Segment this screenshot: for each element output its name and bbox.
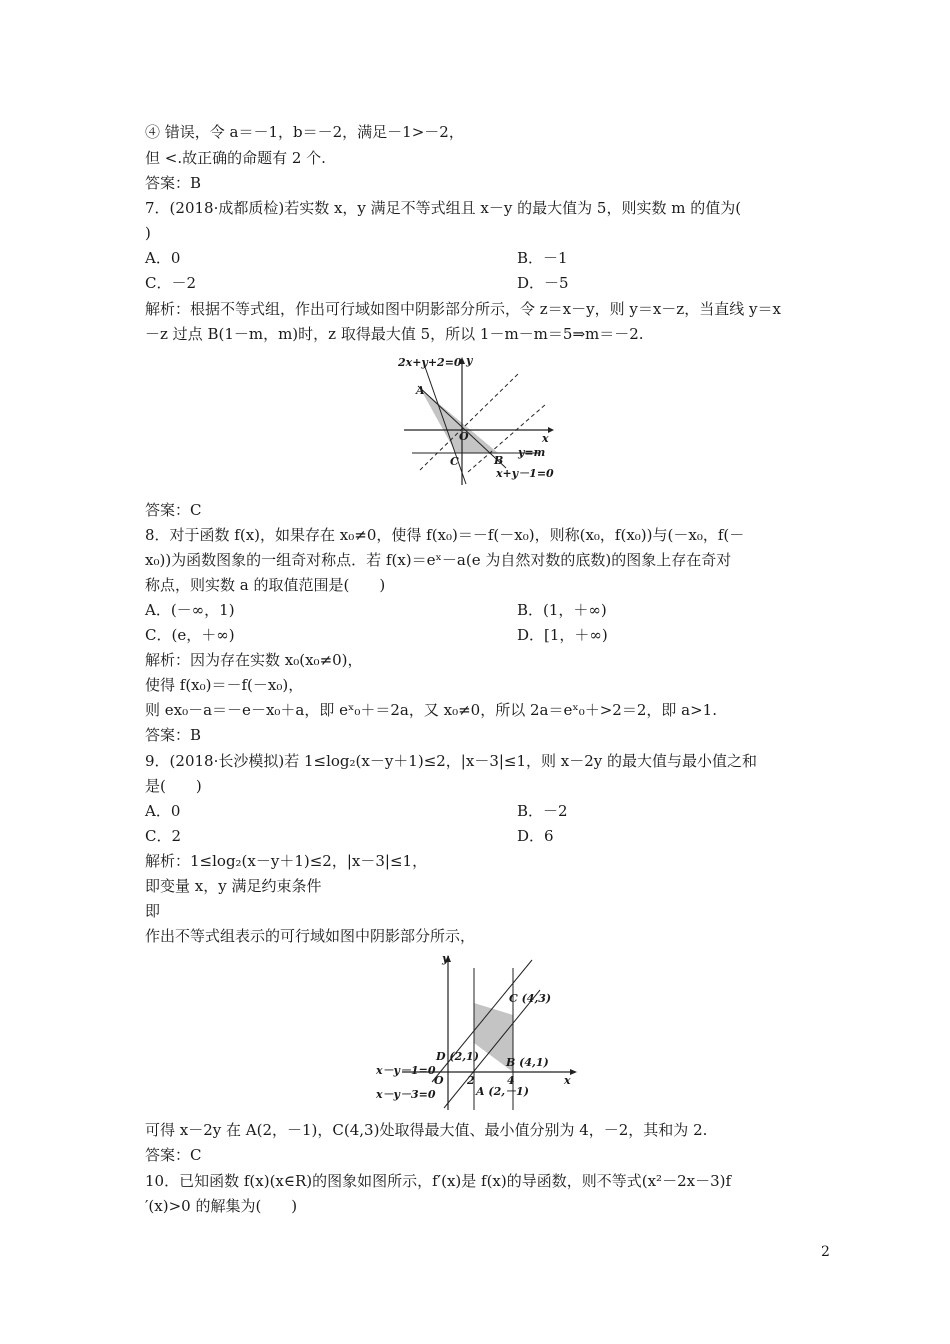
q7-option-a: A．0 (145, 249, 181, 267)
q9-solution: 可得 x－2y 在 A(2，－1)，C(4,3)处取得最大值、最小值分别为 4，－2，其和为 2. (145, 1121, 708, 1139)
q8-solution: 解析：因为存在实数 x₀(x₀≠0)， (145, 651, 363, 669)
q9-option-c: C．2 (145, 827, 182, 845)
q8-solution: 则 ex₀－a＝－e－x₀＋a，即 eˣ₀＋＝2a，又 x₀≠0，所以 2a＝eˣ₀＋>2＝2，即 a>1. (145, 701, 717, 719)
question-9-stem: 9．(2018·长沙模拟)若 1≤log₂(x－y＋1)≤2，|x－3|≤1，则 x－2y 的最大值与最小值之和 (145, 752, 758, 770)
question-10-stem: ′(x)>0 的解集为( ) (145, 1197, 298, 1215)
label-eq1: 2x+y+2=0 (398, 356, 462, 369)
answer-line: 答案：C (145, 501, 202, 519)
label-C: C (450, 455, 459, 468)
label-y: y (442, 952, 449, 965)
q7-option-d: D．－5 (517, 274, 569, 292)
label-B: B (494, 454, 504, 467)
feasible-region-figure-2 (372, 950, 582, 1112)
question-10-stem: 10．已知函数 f(x)(x∈R)的图象如图所示，f′(x)是 f(x)的导函数，则不等式(x²－2x－3)f (145, 1172, 732, 1190)
label-eq2: x+y－1=0 (496, 467, 554, 480)
label-O: O (459, 430, 469, 443)
label-A: A (416, 384, 425, 397)
label-y: y (466, 354, 473, 367)
text-line: ④ 错误，令 a＝－1，b＝－2，满足－1>－2， (145, 123, 464, 141)
question-8-stem: x₀))为函数图象的一组奇对称点．若 f(x)＝eˣ－a(e 为自然对数的底数)的图象上存在奇对 (145, 551, 732, 569)
q7-option-b: B．－1 (517, 249, 568, 267)
shaded-region (420, 388, 498, 453)
question-8-stem: 称点，则实数 a 的取值范围是( ) (145, 576, 386, 594)
question-8-stem: 8．对于函数 f(x)，如果存在 x₀≠0，使得 f(x₀)＝－f(－x₀)，则称(x₀，f(x₀))与(－x₀，f(－ (145, 526, 745, 544)
q7-solution: 解析：根据不等式组，作出可行域如图中阴影部分所示，令 z＝x－y，则 y＝x－z，当直线 y＝x (145, 300, 781, 318)
q9-solution: 解析：1≤log₂(x－y＋1)≤2，|x－3|≤1， (145, 852, 428, 870)
q8-solution: 使得 f(x₀)＝－f(－x₀)， (145, 676, 304, 694)
tick-4: 4 (507, 1074, 515, 1087)
q9-option-b: B．－2 (517, 802, 568, 820)
label-y-m: y=m (518, 446, 546, 459)
label-O: O (434, 1074, 444, 1087)
answer-line: 答案：B (145, 726, 202, 744)
label-C: C (4,3) (509, 992, 552, 1005)
question-9-stem: 是( ) (145, 777, 202, 795)
answer-line: 答案：B (145, 174, 202, 192)
q9-option-d: D．6 (517, 827, 554, 845)
q9-option-a: A．0 (145, 802, 181, 820)
q8-option-c: C．(e，＋∞) (145, 626, 235, 644)
question-7-stem-end: ) (145, 224, 151, 242)
label-D: D (2,1) (436, 1050, 479, 1063)
label-A: A (2,－1) (476, 1085, 529, 1098)
label-x: x (564, 1074, 571, 1087)
label-x: x (542, 432, 549, 445)
q7-option-c: C．－2 (145, 274, 197, 292)
q9-solution: 即变量 x，y 满足约束条件 (145, 877, 322, 895)
q8-option-b: B．(1，＋∞) (517, 601, 607, 619)
answer-line: 答案：C (145, 1146, 202, 1164)
label-eq2: x－y－3=0 (376, 1088, 436, 1101)
q9-solution: 作出不等式组表示的可行域如图中阴影部分所示， (145, 927, 476, 945)
question-7-stem: 7．(2018·成都质检)若实数 x，y 满足不等式组且 x－y 的最大值为 5，则实数 m 的值为( (145, 199, 742, 217)
q7-solution: －z 过点 B(1－m，m)时，z 取得最大值 5，所以 1－m－m＝5⇒m＝－2. (145, 325, 644, 343)
q8-option-a: A．(－∞，1) (145, 601, 235, 619)
feasible-region-figure-1 (390, 352, 560, 487)
label-B: B (4,1) (506, 1056, 549, 1069)
q9-solution: 即 (145, 902, 161, 920)
q8-option-d: D．[1，＋∞) (517, 626, 608, 644)
label-eq1: x－y－1=0 (376, 1064, 436, 1077)
tick-2: 2 (467, 1074, 475, 1087)
text-line: 但 <.故正确的命题有 2 个. (145, 149, 326, 167)
page-number: 2 (821, 1244, 830, 1260)
